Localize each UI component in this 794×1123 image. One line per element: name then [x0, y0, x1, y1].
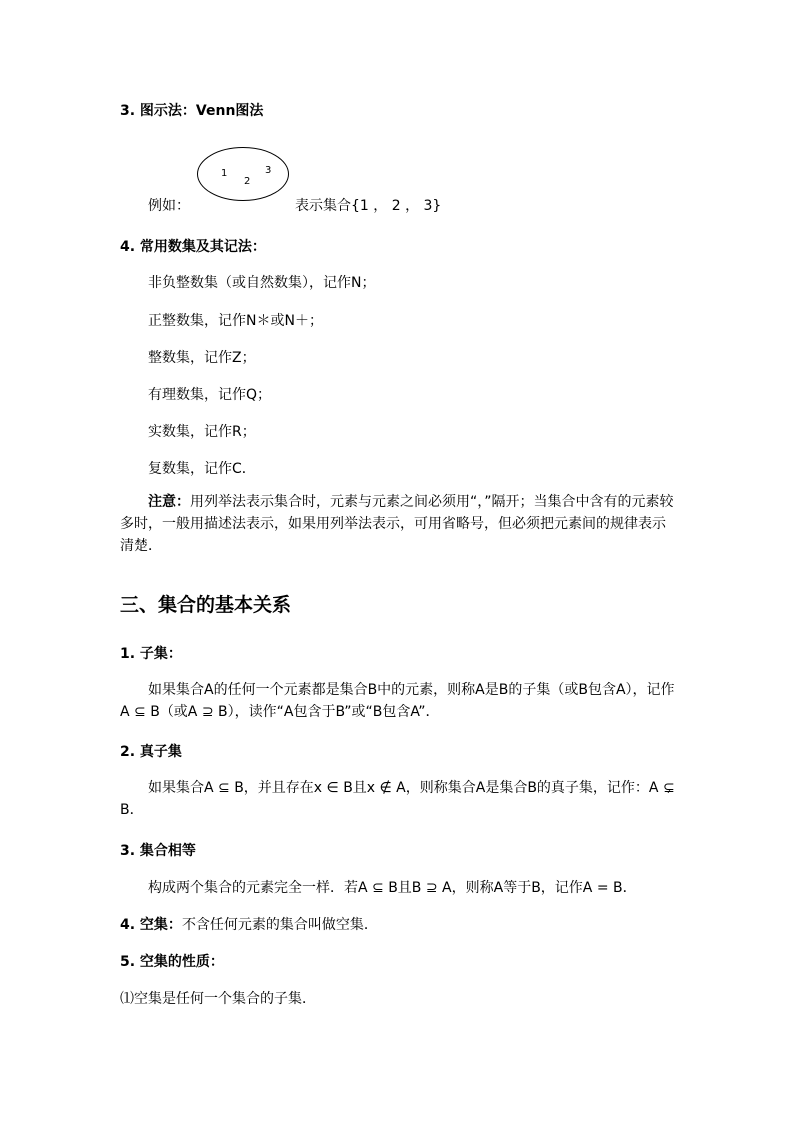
example-label: 例如：: [148, 198, 190, 214]
heading-venn-method: 3. 图示法：Venn图法: [120, 103, 264, 119]
heading-proper-subset: 2. 真子集: [120, 744, 182, 760]
heading-subset: 1. 子集：: [120, 646, 182, 662]
number-set-item: 有理数集，记作Q；: [148, 387, 272, 403]
empty-set-line: [120, 914, 378, 934]
note-paragraph: [120, 491, 676, 557]
venn-caption: 表示集合{1 ， 2 ， 3}: [295, 198, 442, 214]
number-set-item: 整数集，记作Z；: [148, 350, 256, 366]
venn-number-3: 3: [265, 165, 272, 176]
note-label: 注意：: [148, 494, 190, 510]
number-set-item: 实数集，记作R；: [148, 424, 256, 440]
empty-set-text: 不含任何元素的集合叫做空集．: [181, 917, 378, 933]
venn-number-1: 1: [221, 168, 228, 179]
venn-ellipse: [198, 148, 289, 201]
note-text: 用列举法表示集合时，元素与元素之间必须用“，”隔开；当集合中含有的元素较多时，一般用描述法表示，如果用列举法表示，可用省略号，但必须把元素间的规律表示清楚．: [120, 494, 674, 554]
empty-set-label: 4. 空集：: [120, 917, 182, 933]
empty-set-property-item: ⑴空集是任何一个集合的子集．: [120, 991, 316, 1007]
subset-paragraph: 如果集合A的任何一个元素都是集合B中的元素，则称A是B的子集（或B包含A），记作A ⊆ B（或A ⊇ B），读作“A包含于B”或“B包含A”．: [120, 682, 675, 720]
venn-diagram: [196, 146, 290, 202]
number-set-item: 非负整数集（或自然数集），记作N；: [148, 275, 376, 291]
heading-empty-set-properties: 5. 空集的性质：: [120, 954, 224, 970]
heading-equal-sets: 3. 集合相等: [120, 843, 196, 859]
number-set-item: 正整数集，记作N＊或N＋；: [148, 313, 323, 329]
section-title: 三、集合的基本关系: [120, 594, 292, 616]
heading-number-sets: 4. 常用数集及其记法：: [120, 239, 266, 255]
equal-sets-paragraph: 构成两个集合的元素完全一样．若A ⊆ B且B ⊇ A，则称A等于B，记作A = B．: [148, 880, 637, 896]
venn-number-2: 2: [244, 176, 251, 187]
proper-subset-paragraph: 如果集合A ⊆ B，并且存在x ∈ B且x ∉ A，则称集合A是集合B的真子集，记作：A ⊊ B．: [120, 780, 675, 818]
number-set-item: 复数集，记作C．: [148, 461, 256, 477]
